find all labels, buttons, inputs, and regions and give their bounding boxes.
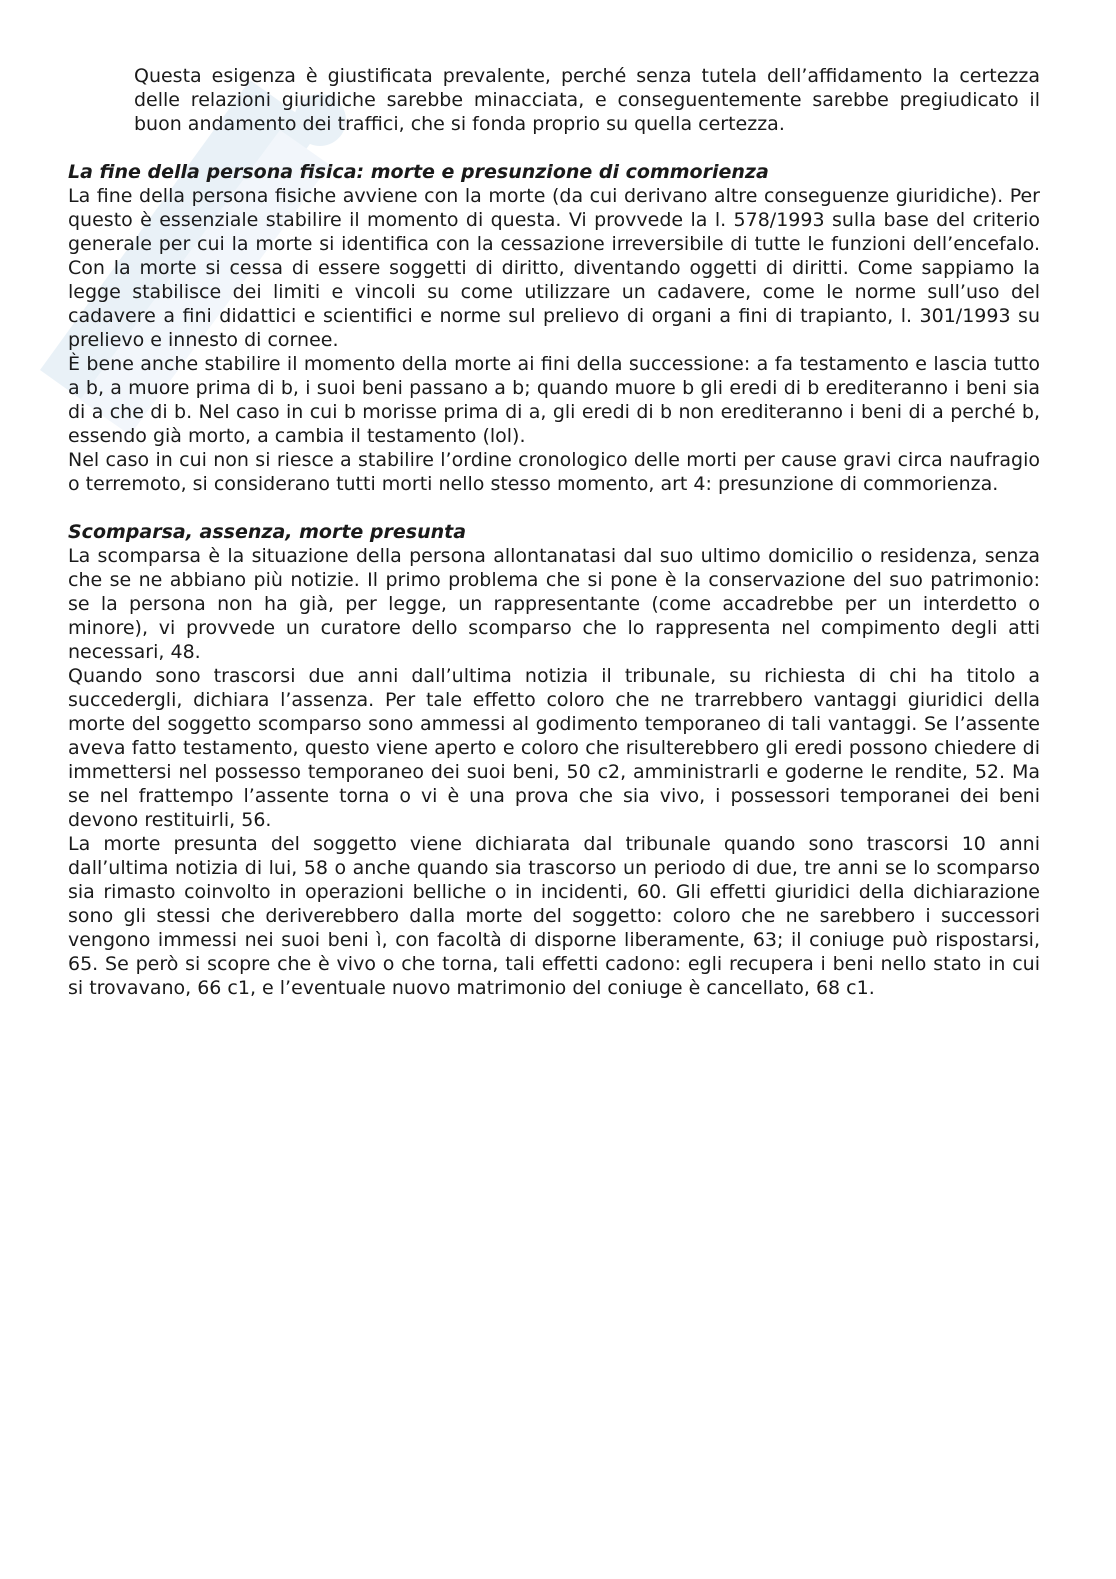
paragraph: La scomparsa è la situazione della persona allontanatasi dal suo ultimo domicilio o residenza, senza che se ne abbiano più notizie. Il primo problema che si pone è la conservazione del suo patrimonio: se la persona non ha già, per legge, un rappresentante (come accadrebbe per un interdetto o minore), vi provvede un curatore dello scomparso che lo rappresenta nel compimento degli atti necessari, 48.: [68, 545, 1040, 663]
paragraph: La morte presunta del soggetto viene dichiarata dal tribunale quando sono trascorsi 10 anni dall’ultima notizia di lui, 58 o anche quando sia trascorso un periodo di due, tre anni se lo scomparso sia rimasto coinvolto in operazioni belliche o in incidenti, 60. Gli effetti giuridici della dichiarazione sono gli stessi che deriverebbero dalla morte del soggetto: coloro che ne sarebbero i successori vengono immessi nei suoi beni ì, con facoltà di disporne liberamente, 63; il coniuge può rispostarsi, 65. Se però si scopre che è vivo o che torna, tali effetti cadono: egli recupera i beni nello stato in cui si trovavano, 66 c1, e l’eventuale nuovo matrimonio del coniuge è cancellato, 68 c1.: [68, 833, 1040, 999]
paragraph: È bene anche stabilire il momento della morte ai fini della successione: a fa testamento e lascia tutto a b, a muore prima di b, i suoi beni passano a b; quando muore b gli eredi di b erediteranno i beni sia di a che di b. Nel caso in cui b morisse prima di a, gli eredi di b non erediteranno i beni di a perché b, essendo già morto, a cambia il testamento (lol).: [68, 353, 1040, 447]
document-page: [68, 64, 1040, 1000]
intro-paragraph: Questa esigenza è giustificata prevalente, perché senza tutela dell’affidamento la certezza delle relazioni giuridiche sarebbe minacciata, e conseguentemente sarebbe pregiudicato il buon andamento dei traffici, che si fonda proprio su quella certezza.: [134, 65, 1040, 135]
spacer: [68, 136, 1040, 160]
section-heading-scomparsa: Scomparsa, assenza, morte presunta: [68, 521, 467, 543]
section-heading-fine-persona: La fine della persona fisica: morte e presunzione di commorienza: [68, 161, 769, 183]
spacer: [68, 496, 1040, 520]
paragraph: La fine della persona fisiche avviene con la morte (da cui derivano altre conseguenze giuridiche). Per questo è essenziale stabilire il momento di questa. Vi provvede la l. 578/1993 sulla base del criterio generale per cui la morte si identifica con la cessazione irreversibile di tutte le funzioni dell’encefalo. Con la morte si cessa di essere soggetti di diritto, diventando oggetti di diritti. Come sappiamo la legge stabilisce dei limiti e vincoli su come utilizzare un cadavere, come le norme sull’uso del cadavere a fini didattici e scientifici e norme sul prelievo di organi a fini di trapianto, l. 301/1993 su prelievo e innesto di cornee.: [68, 185, 1040, 351]
paragraph: Quando sono trascorsi due anni dall’ultima notizia il tribunale, su richiesta di chi ha titolo a succedergli, dichiara l’assenza. Per tale effetto coloro che ne trarrebbero vantaggi giuridici della morte del soggetto scomparso sono ammessi al godimento temporaneo di tali vantaggi. Se l’assente aveva fatto testamento, questo viene aperto e coloro che risulterebbero gli eredi possono chiedere di immettersi nel possesso temporaneo dei suoi beni, 50 c2, amministrarli e goderne le rendite, 52. Ma se nel frattempo l’assente torna o vi è una prova che sia vivo, i possessori temporanei dei beni devono restituirli, 56.: [68, 665, 1040, 831]
paragraph: Nel caso in cui non si riesce a stabilire l’ordine cronologico delle morti per cause gravi circa naufragio o terremoto, si considerano tutti morti nello stesso momento, art 4: presunzione di commorienza.: [68, 449, 1040, 495]
